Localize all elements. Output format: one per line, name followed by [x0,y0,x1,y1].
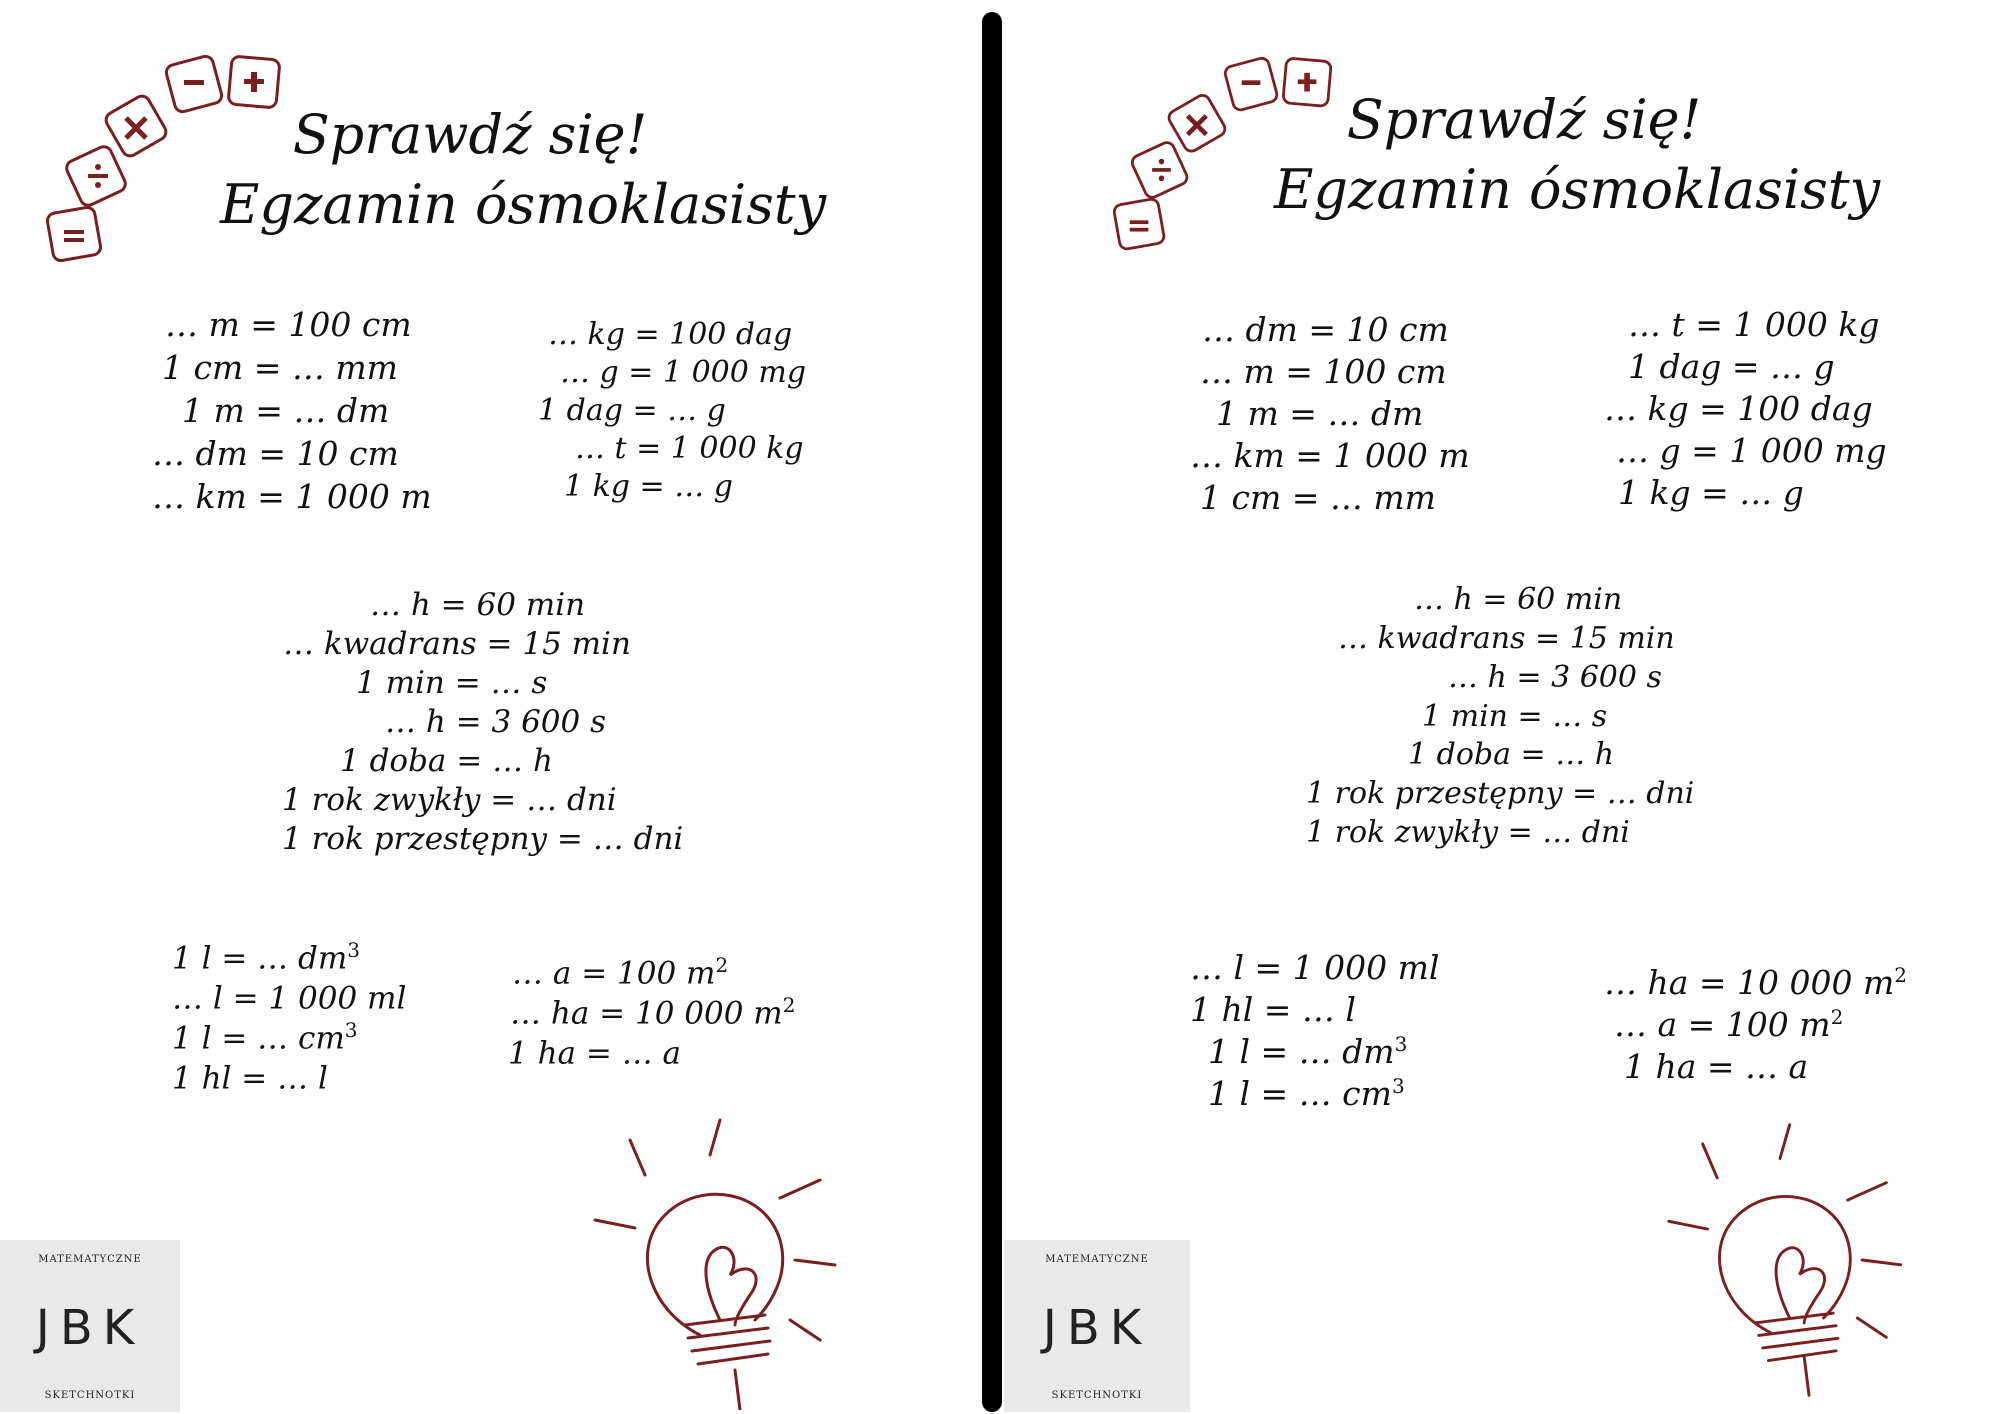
equation: 1 rok przestępny = … dni [1306,776,1695,811]
logo-top-text: MATEMATYCZNE [1045,1254,1149,1265]
equation: 1 rok przestępny = … dni [282,821,684,857]
equation: 1 rok zwykły = … dni [1306,815,1630,850]
equation: 1 cm = … mm [1200,478,1436,517]
equation: 1 dag = … g [538,393,726,428]
equation: … kwadrans = 15 min [283,626,631,662]
equation: … g = 1 000 mg [560,355,807,390]
equation: … km = 1 000 m [1190,436,1470,475]
equation: 1 ha = … a [508,1035,682,1072]
equation: 1 min = … s [1422,699,1608,734]
equation: 1 l = … $dm^3$ [172,938,361,977]
equation: … kg = 100 dag [548,317,793,352]
equation: 1 rok zwykły = … dni [282,782,617,818]
right-worksheet [1004,0,1994,1414]
equation: … a = 100 $m^2$ [512,953,729,992]
equation: 1 l = … $cm^3$ [172,1018,358,1057]
equation: … l = 1 000 ml [172,980,407,1017]
title-line-2: Egzamin ósmoklasisty [1274,158,1881,221]
equation: 1 l = … $dm^3$ [1208,1032,1408,1071]
equation: 1 doba = … h [1408,737,1615,772]
equation: 1 hl = … l [1190,990,1356,1029]
worksheet-title [220,100,827,240]
equation: … h = 60 min [1414,582,1623,617]
logo-main-text: JBK [1042,1300,1152,1356]
equation: 1 ha = … a [1624,1047,1809,1086]
equation: 1 kg = … g [564,469,733,504]
logo-bottom-text: SKETCHNOTKI [1051,1390,1143,1401]
equation: 1 m = … dm [1216,394,1424,433]
equation: … kg = 100 dag [1604,389,1873,428]
equation: … h = 3 600 s [385,704,607,740]
equation: 1 kg = … g [1618,473,1804,512]
title-line-1: Sprawdź się! [1346,88,1702,151]
logo-bottom-text: SKETCHNOTKI [44,1390,136,1401]
equation: … m = 100 cm [1200,352,1447,391]
equation: … km = 1 000 m [152,477,432,516]
equation: … kwadrans = 15 min [1338,621,1675,656]
equation: … dm = 10 cm [1202,310,1449,349]
title-line-2: Egzamin ósmoklasisty [220,173,827,236]
jbk-logo [1004,1240,1190,1412]
equation: 1 doba = … h [340,743,553,779]
equation: 1 dag = … g [1628,347,1835,386]
equation: 1 m = … dm [182,391,390,430]
equation: 1 hl = … l [172,1060,328,1097]
jbk-logo [0,1240,180,1412]
equation: … l = 1 000 ml [1190,948,1440,987]
equation: … h = 60 min [370,587,586,623]
equation: … h = 3 600 s [1448,660,1662,695]
equation: … g = 1 000 mg [1616,431,1887,470]
worksheet-title [1274,85,1881,225]
equation: 1 cm = … mm [162,348,398,387]
equation: … dm = 10 cm [152,434,399,473]
equation: … t = 1 000 kg [575,431,804,466]
logo-top-text: MATEMATYCZNE [38,1254,142,1265]
lightbulb-icon [1664,1115,1954,1405]
equation: … a = 100 $m^2$ [1614,1005,1844,1044]
equation: … ha = 10 000 $m^2$ [1604,963,1908,1002]
lightbulb-icon [590,1110,890,1410]
title-line-1: Sprawdź się! [292,103,648,166]
equation: … m = 100 cm [165,305,412,344]
equation: 1 l = … $cm^3$ [1208,1074,1405,1113]
logo-main-text: JBK [35,1300,145,1356]
equation: … t = 1 000 kg [1628,305,1880,344]
equation: 1 min = … s [356,665,548,701]
equation: … ha = 10 000 $m^2$ [510,993,796,1032]
left-worksheet [0,0,990,1414]
